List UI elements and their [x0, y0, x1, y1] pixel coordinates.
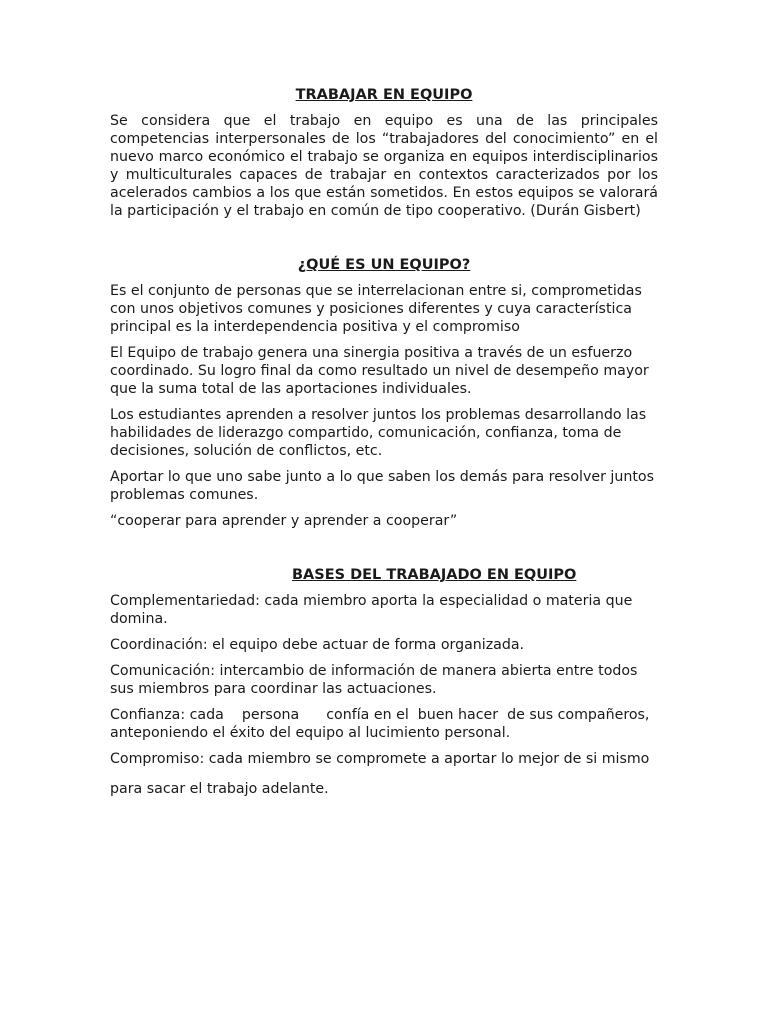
document-title: TRABAJAR EN EQUIPO	[295, 87, 473, 103]
base-confianza: Confianza: cada persona confía en el buen hacer de sus compañeros, anteponiendo el éxito del equipo al lucimiento personal.	[110, 707, 654, 741]
base-coordinacion: Coordinación: el equipo debe actuar de forma organizada.	[110, 637, 525, 653]
spacer	[110, 220, 658, 256]
section-title-bases: BASES DEL TRABAJADO EN EQUIPO	[292, 567, 577, 583]
contribute-paragraph: Aportar lo que uno sabe junto a lo que saben los demás para resolver juntos problemas comunes.	[110, 469, 654, 503]
synergy-paragraph: El Equipo de trabajo genera una sinergia positiva a través de un esfuerzo coordinado. Su logro final da como resultado un nivel de desempeño mayor que la suma total de las aportaciones individuales.	[110, 345, 649, 397]
base-compromiso: Compromiso: cada miembro se compromete a aportar lo mejor de si mismo	[110, 751, 650, 767]
quote-paragraph: “cooperar para aprender y aprender a cooperar”	[110, 513, 458, 529]
spacer	[110, 530, 658, 566]
base-compromiso-continuation: para sacar el trabajo adelante.	[110, 781, 329, 797]
base-complementariedad: Complementariedad: cada miembro aporta la especialidad o materia que domina.	[110, 593, 633, 627]
document-page	[110, 86, 658, 798]
base-comunicacion: Comunicación: intercambio de información de manera abierta entre todos sus miembros para coordinar las actuaciones.	[110, 663, 638, 697]
intro-paragraph: Se considera que el trabajo en equipo es una de las principales competencias interpersonales de los “trabajadores del conocimiento” en el nuevo marco económico el trabajo se organiza en equipos interdisciplinarios y multiculturales capaces de trabajar en contextos caracterizados por los acelerados cambios a los que están sometidos. En estos equipos se valorará la participación y el trabajo en común de tipo cooperativo. (Durán Gisbert)	[110, 113, 658, 219]
section-title-que-es-un-equipo: ¿QUÉ ES UN EQUIPO?	[297, 257, 471, 273]
students-paragraph: Los estudiantes aprenden a resolver juntos los problemas desarrollando las habilidades de liderazgo compartido, comunicación, confianza, toma de decisiones, solución de conflictos, etc.	[110, 407, 647, 459]
definition-paragraph: Es el conjunto de personas que se interrelacionan entre si, comprometidas con unos objetivos comunes y posiciones diferentes y cuya característica principal es la interdependencia positiva y el compromiso	[110, 283, 642, 335]
